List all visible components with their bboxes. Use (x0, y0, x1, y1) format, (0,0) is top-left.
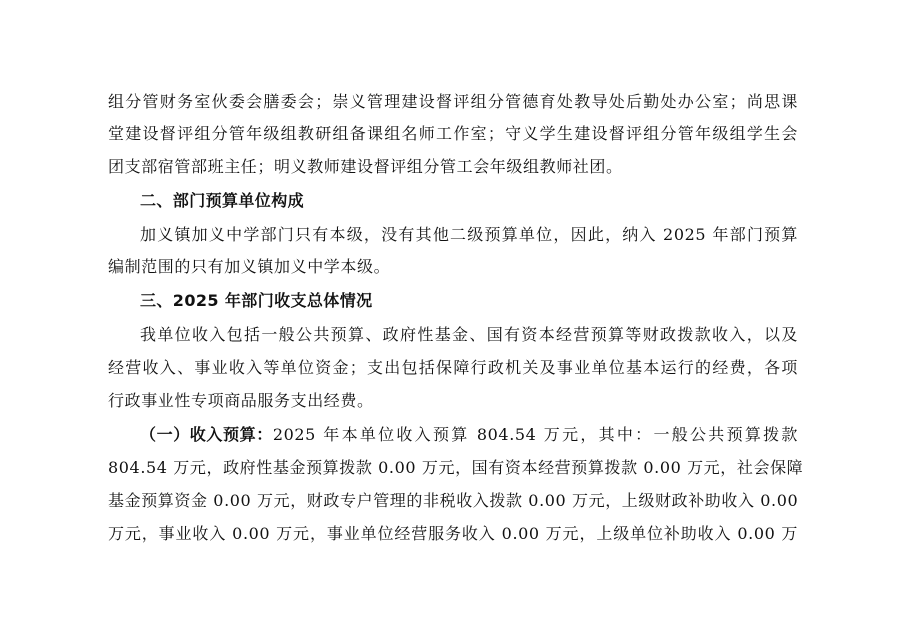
income-line-2: 804.54 万元，政府性基金预算拨款 0.00 万元，国有资本经营预算拨款 0.00 万元，社会保障 (108, 458, 804, 477)
income-line-3: 基金预算资金 0.00 万元，财政专户管理的非税收入拨款 0.00 万元，上级财政补助收入 0.00 (108, 491, 799, 510)
section3-line-1: 我单位收入包括一般公共预算、政府性基金、国有资本经营预算等财政拨款收入，以及 (140, 325, 798, 344)
income-line-4: 万元，事业收入 0.00 万元，事业单位经营服务收入 0.00 万元，上级单位补助收入 0.00 万 (108, 524, 798, 543)
section-heading-overall-budget: 三、2025 年部门收支总体情况 (140, 291, 373, 310)
income-line-1 (140, 425, 798, 445)
section3-line-3: 行政事业性专项商品服务支出经费。 (108, 391, 374, 410)
section2-line-2: 编制范围的只有加义镇加义中学本级。 (108, 257, 391, 276)
income-lead: （一）收入预算： (140, 425, 273, 444)
para1-line-1: 组分管财务室伙委会膳委会；崇义管理建设督评组分管德育处教导处后勤处办公室；尚思课 (108, 92, 798, 111)
section-heading-unit-composition: 二、部门预算单位构成 (140, 191, 305, 210)
income-line-1-text: 2025 年本单位收入预算 804.54 万元，其中：一般公共预算拨款 (272, 425, 798, 444)
para1-line-2: 堂建设督评组分管年级组教研组备课组名师工作室；守义学生建设督评组分管年级组学生会 (108, 124, 798, 143)
section3-line-2: 经营收入、事业收入等单位资金；支出包括保障行政机关及事业单位基本运行的经费，各项 (108, 358, 798, 377)
para1-line-3: 团支部宿管部班主任；明义教师建设督评组分管工会年级组教师社团。 (108, 157, 623, 176)
section2-line-1: 加义镇加义中学部门只有本级，没有其他二级预算单位，因此，纳入 2025 年部门预算 (140, 225, 798, 244)
